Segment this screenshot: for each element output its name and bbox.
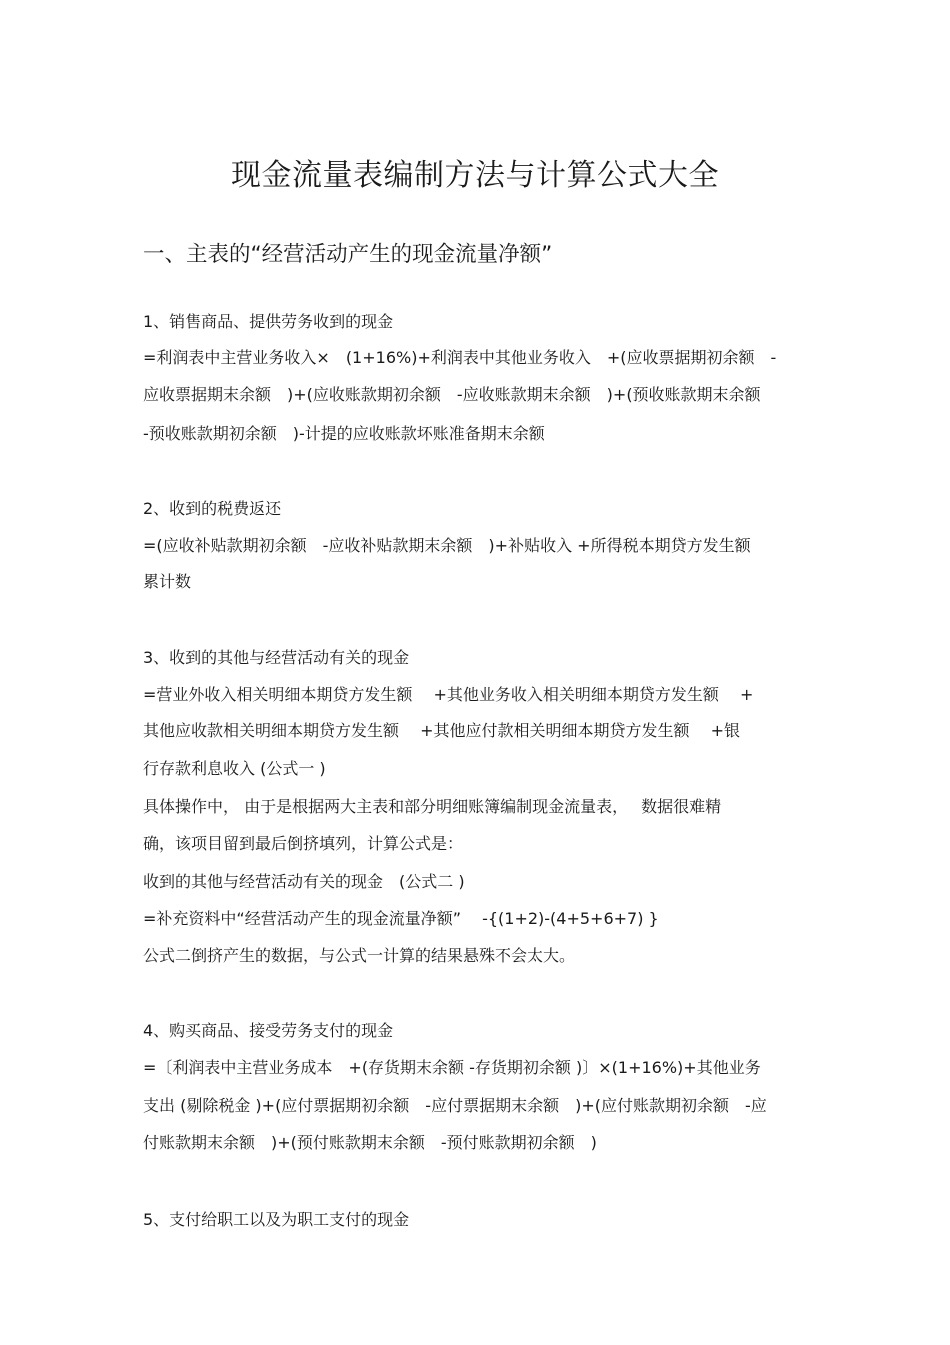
item-heading: 2、收到的税费返还: [143, 499, 282, 518]
formula-line: 支出 (剔除税金 )+(应付票据期初余额 -应付票据期末余额 )+(应付账款期初余额 -应: [143, 1096, 767, 1115]
formula-line: =利润表中主营业务收入× (1+16%)+利润表中其他业务收入 +(应收票据期初余额 -: [143, 348, 777, 367]
formula-line: 其他应收款相关明细本期贷方发生额 +其他应付款相关明细本期贷方发生额 +银: [143, 721, 740, 740]
formula-line: 累计数: [143, 572, 192, 591]
section-heading: 一、主表的“经营活动产生的现金流量净额”: [143, 242, 553, 267]
item-heading: 4、购买商品、接受劳务支付的现金: [143, 1021, 394, 1040]
formula-line: 行存款利息收入 (公式一 ): [143, 759, 326, 778]
body-line: 公式二倒挤产生的数据，与公式一计算的结果悬殊不会太大。: [143, 946, 576, 965]
formula-line: 收到的其他与经营活动有关的现金 (公式二 ): [143, 872, 465, 891]
item-heading: 5、支付给职工以及为职工支付的现金: [143, 1210, 410, 1229]
formula-line: 应收票据期末余额 )+(应收账款期初余额 -应收账款期末余额 )+(预收账款期末余额: [143, 385, 761, 404]
formula-line: =营业外收入相关明细本期贷方发生额 +其他业务收入相关明细本期贷方发生额 +: [143, 685, 754, 704]
item-heading: 1、销售商品、提供劳务收到的现金: [143, 312, 394, 331]
formula-line: =(应收补贴款期初余额 -应收补贴款期末余额 )+补贴收入 +所得税本期贷方发生额: [143, 536, 751, 555]
body-line: 确，该项目留到最后倒挤填列，计算公式是：: [143, 834, 464, 853]
document-title: 现金流量表编制方法与计算公式大全: [231, 158, 719, 193]
body-line: 具体操作中， 由于是根据两大主表和部分明细账簿编制现金流量表， 数据很难精: [143, 797, 722, 816]
item-heading: 3、收到的其他与经营活动有关的现金: [143, 648, 410, 667]
formula-line: -预收账款期初余额 )-计提的应收账款坏账准备期末余额: [143, 424, 545, 443]
formula-line: =补充资料中“经营活动产生的现金流量净额” -{(1+2)-(4+5+6+7) }: [143, 909, 659, 928]
formula-line: =〔利润表中主营业务成本 +(存货期末余额 -存货期初余额 )〕×(1+16%)+其他业务: [143, 1058, 761, 1077]
formula-line: 付账款期末余额 )+(预付账款期末余额 -预付账款期初余额 ): [143, 1133, 597, 1152]
